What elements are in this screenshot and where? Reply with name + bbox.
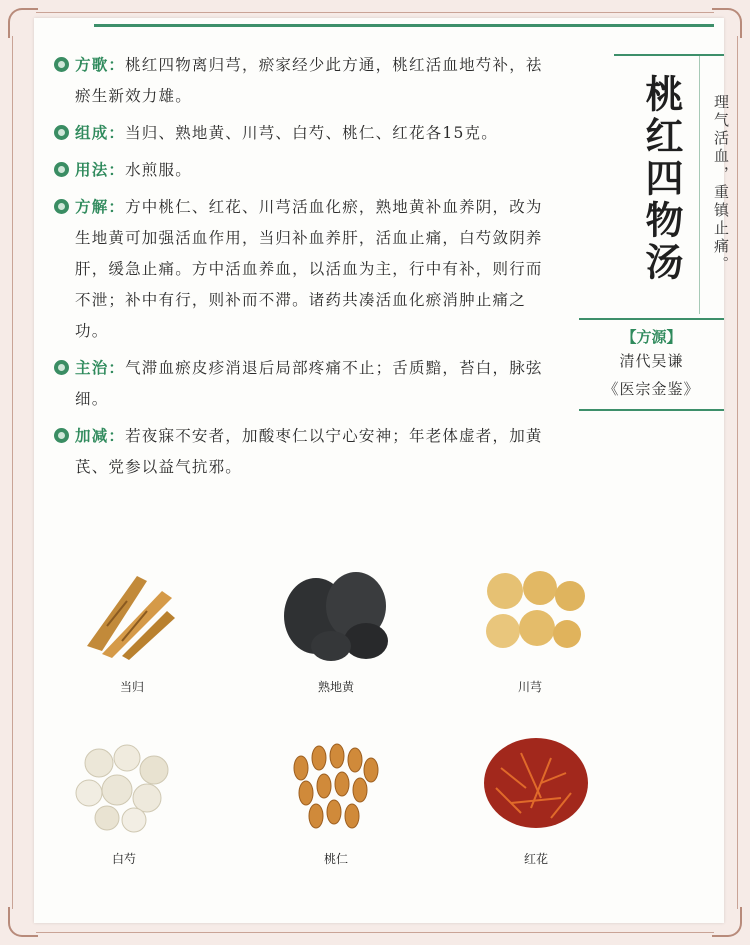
frame-edge xyxy=(36,932,714,933)
book-page xyxy=(34,18,730,923)
herb-name: 当归 xyxy=(119,680,144,694)
herb-name: 红花 xyxy=(523,852,548,866)
herb-taoren xyxy=(266,728,406,867)
item-text xyxy=(75,421,554,483)
explain-icon xyxy=(54,199,69,214)
source-author: 清代吴谦 xyxy=(619,352,684,370)
herb-name: 桃仁 xyxy=(323,852,348,866)
item-label: 方解： xyxy=(75,198,126,216)
source-rule xyxy=(579,409,724,411)
item-text xyxy=(75,192,554,347)
formula-subtitle: 理气活血，重镇止痛。 xyxy=(712,94,730,274)
item-body: 若夜寐不安者，加酸枣仁以宁心安神；年老体虚者，加黄芪、党参以益气抗邪。 xyxy=(75,427,543,476)
indication-icon xyxy=(54,360,69,375)
title-panel xyxy=(614,54,730,294)
herb-name: 川芎 xyxy=(517,680,542,694)
item-body: 当归、熟地黄、川芎、白芍、桃仁、红花各15克。 xyxy=(125,124,498,142)
item-text xyxy=(75,155,192,186)
item-text xyxy=(75,118,498,149)
item-song xyxy=(54,50,554,112)
item-explain xyxy=(54,192,554,347)
frame-edge xyxy=(36,12,714,13)
herb-honghua xyxy=(466,728,606,867)
top-rule xyxy=(94,24,714,27)
herb-name: 白芍 xyxy=(111,852,136,866)
divider xyxy=(699,56,700,314)
source-panel xyxy=(579,318,724,411)
herb-image xyxy=(465,556,595,666)
herb-image xyxy=(271,556,401,666)
frame-edge xyxy=(737,36,738,909)
usage-icon xyxy=(54,162,69,177)
item-body: 方中桃仁、红花、川芎活血化瘀，熟地黄补血养阴，改为生地黄可加强活血作用，当归补血养肝，活血止痛，白芍敛阴养肝，缓急止痛。方中活血养血，以活血为主，行中有补，则行而不泄；补中有行，则补而不滞。诸药共凑活血化瘀消肿止痛之功。 xyxy=(75,198,543,340)
item-label: 用法： xyxy=(75,161,126,179)
item-text xyxy=(75,353,554,415)
herb-baishao xyxy=(54,728,194,867)
song-icon xyxy=(54,57,69,72)
source-rule xyxy=(579,318,724,320)
source-label: 【方源】 xyxy=(621,328,682,346)
source-book: 《医宗金鉴》 xyxy=(603,380,700,398)
composition-icon xyxy=(54,125,69,140)
herb-shudihuang xyxy=(266,556,406,695)
herb-danggui xyxy=(62,556,202,695)
item-body: 水煎服。 xyxy=(125,161,192,179)
item-label: 加减： xyxy=(75,427,126,445)
item-indication xyxy=(54,353,554,415)
item-usage xyxy=(54,155,554,186)
item-text xyxy=(75,50,554,112)
modify-icon xyxy=(54,428,69,443)
formula-details xyxy=(54,50,554,489)
item-composition xyxy=(54,118,554,149)
formula-title: 桃红四物汤 xyxy=(639,74,684,284)
herb-name: 熟地黄 xyxy=(317,680,354,694)
item-label: 主治： xyxy=(75,359,126,377)
herb-image xyxy=(271,728,401,838)
item-label: 方歌： xyxy=(75,56,126,74)
herb-chuanxiong xyxy=(460,556,600,695)
item-body: 气滞血瘀皮疹消退后局部疼痛不止；舌质黯，苔白，脉弦细。 xyxy=(75,359,543,408)
item-modify xyxy=(54,421,554,483)
item-body: 桃红四物离归芎，瘀家经少此方通，桃红活血地芍补，祛瘀生新效力雄。 xyxy=(75,56,543,105)
herb-image xyxy=(67,556,197,666)
item-label: 组成： xyxy=(75,124,126,142)
frame-edge xyxy=(12,36,13,909)
title-rule xyxy=(614,54,724,56)
herb-image xyxy=(59,728,189,838)
herb-image xyxy=(471,728,601,838)
